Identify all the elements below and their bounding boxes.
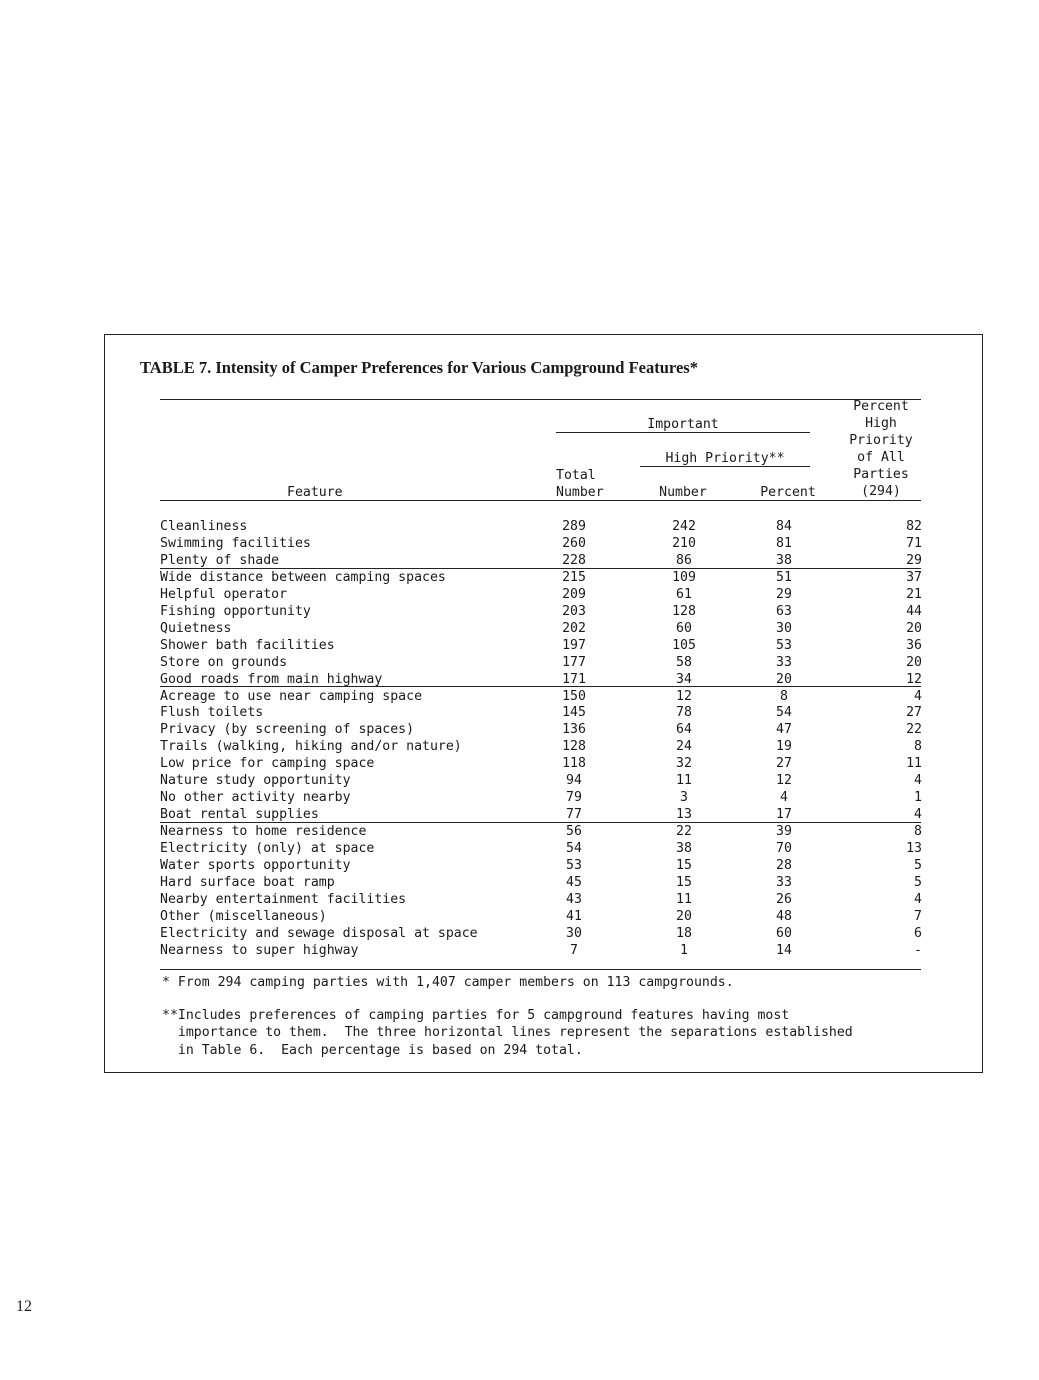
table-row [160, 874, 922, 891]
high-priority-percent-cell: 29 [776, 586, 792, 602]
percent-of-all-parties-cell: 12 [906, 671, 922, 687]
percent-of-all-parties-cell: 6 [914, 925, 922, 941]
total-number-cell: 45 [566, 874, 582, 890]
feature-cell: Shower bath facilities [160, 637, 335, 653]
feature-cell: Quietness [160, 620, 232, 636]
table-row [160, 857, 922, 874]
percent-of-all-parties-cell: 4 [914, 891, 922, 907]
high-priority-percent-cell: 30 [776, 620, 792, 636]
total-number-cell: 128 [562, 739, 586, 755]
table-row [160, 637, 922, 654]
high-priority-percent-cell: 54 [776, 705, 792, 721]
table-row [160, 789, 922, 806]
high-priority-percent-cell: 84 [776, 519, 792, 534]
feature-cell: Good roads from main highway [160, 671, 383, 687]
footnote-double-line-3: in Table 6. Each percentage is based on 294 total. [162, 1043, 583, 1058]
total-number-cell: 54 [566, 841, 582, 857]
header-percent: Percent [760, 485, 816, 500]
high-priority-number-cell: 242 [672, 519, 696, 534]
table-row [160, 671, 922, 688]
high-priority-percent-cell: 27 [776, 756, 792, 772]
header-high-priority: High Priority** [665, 451, 785, 466]
total-number-cell: 150 [562, 688, 586, 704]
percent-of-all-parties-cell: 71 [906, 535, 922, 551]
percent-of-all-parties-cell: 7 [914, 908, 922, 924]
total-number-cell: 228 [562, 552, 586, 568]
percent-of-all-parties-cell: 11 [906, 756, 922, 772]
feature-cell: No other activity nearby [160, 790, 351, 806]
feature-cell: Water sports opportunity [160, 858, 351, 873]
feature-cell: Flush toilets [160, 705, 264, 721]
high-priority-number-cell: 128 [672, 603, 696, 619]
table-row [160, 688, 922, 705]
high-priority-number-cell: 61 [676, 586, 692, 602]
high-priority-number-cell: 210 [672, 535, 696, 551]
high-priority-number-cell: 32 [676, 756, 692, 772]
feature-cell: Nearby entertainment facilities [160, 891, 407, 907]
high-priority-number-cell: 86 [676, 552, 692, 568]
total-number-cell: 260 [562, 535, 586, 551]
feature-cell: Other (miscellaneous) [160, 908, 327, 924]
high-priority-number-cell: 109 [672, 569, 696, 585]
table-row [160, 925, 922, 942]
high-priority-percent-cell: 33 [776, 874, 792, 890]
total-number-cell: 136 [562, 722, 586, 738]
header-hp-line-4: of All [857, 450, 905, 465]
total-number-cell: 56 [566, 824, 582, 840]
feature-cell: Cleanliness [160, 519, 248, 534]
total-number-cell: 7 [570, 942, 578, 958]
high-priority-percent-cell: 4 [780, 790, 788, 806]
high-priority-number-cell: 58 [676, 654, 692, 670]
high-priority-number-cell: 18 [676, 925, 692, 941]
feature-cell: Swimming facilities [160, 535, 311, 551]
percent-of-all-parties-cell: 82 [906, 519, 922, 534]
percent-of-all-parties-cell: 20 [906, 620, 922, 636]
table-row [160, 518, 922, 535]
total-number-cell: 203 [562, 603, 586, 619]
percent-of-all-parties-cell: 20 [906, 654, 922, 670]
total-number-cell: 215 [562, 569, 586, 585]
percent-of-all-parties-cell: 29 [906, 552, 922, 568]
feature-cell: Wide distance between camping spaces [160, 569, 446, 585]
high-priority-number-cell: 11 [676, 891, 692, 907]
percent-of-all-parties-cell: 4 [914, 773, 922, 789]
header-hp-line-3: Priority [849, 433, 913, 448]
high-priority-number-cell: 22 [676, 824, 692, 840]
table-row [160, 569, 922, 586]
feature-cell: Electricity (only) at space [160, 841, 375, 857]
feature-cell: Nature study opportunity [160, 773, 351, 789]
percent-of-all-parties-cell: 27 [906, 705, 922, 721]
high-priority-number-cell: 78 [676, 705, 692, 721]
table-row [160, 772, 922, 789]
feature-cell: Helpful operator [160, 586, 288, 602]
percent-of-all-parties-cell: 37 [906, 569, 922, 585]
total-number-cell: 30 [566, 925, 582, 941]
table-row [160, 586, 922, 603]
table-bottom-rule [160, 969, 921, 970]
percent-of-all-parties-cell: 5 [914, 858, 922, 873]
table-row [160, 908, 922, 925]
table-row [160, 620, 922, 637]
feature-cell: Nearness to super highway [160, 942, 359, 958]
total-number-cell: 171 [562, 671, 586, 687]
header-total: Total [556, 468, 596, 483]
high-priority-number-cell: 13 [676, 807, 692, 823]
high-priority-percent-cell: 38 [776, 552, 792, 568]
high-priority-number-cell: 1 [680, 942, 688, 958]
high-priority-percent-cell: 33 [776, 654, 792, 670]
feature-cell: Nearness to home residence [160, 824, 367, 840]
high-priority-percent-cell: 39 [776, 824, 792, 840]
header-hp-line-2: High [865, 416, 897, 431]
percent-of-all-parties-cell: 4 [914, 807, 922, 823]
table-row [160, 823, 922, 840]
header-hp-line-6: (294) [861, 484, 901, 499]
percent-of-all-parties-cell: 8 [914, 824, 922, 840]
high-priority-percent-cell: 70 [776, 841, 792, 857]
group-separator-3 [160, 822, 921, 823]
total-number-cell: 209 [562, 586, 586, 602]
feature-cell: Store on grounds [160, 654, 288, 670]
footnote-double-line-1: **Includes preferences of camping parties for 5 campground features having most [162, 1008, 790, 1023]
table-row [160, 755, 922, 772]
high-priority-percent-cell: 8 [780, 688, 788, 704]
percent-of-all-parties-cell: 4 [914, 688, 922, 704]
high-priority-number-cell: 38 [676, 841, 692, 857]
high-priority-number-cell: 3 [680, 790, 688, 806]
total-number-cell: 53 [566, 858, 582, 873]
percent-of-all-parties-cell: 36 [906, 637, 922, 653]
high-priority-percent-cell: 12 [776, 773, 792, 789]
total-number-cell: 43 [566, 891, 582, 907]
footnote-double-line-2: importance to them. The three horizontal lines represent the separations established [162, 1025, 853, 1040]
feature-cell: Plenty of shade [160, 552, 280, 568]
high-priority-percent-cell: 81 [776, 535, 792, 551]
table-row [160, 891, 922, 908]
feature-cell: Fishing opportunity [160, 603, 311, 619]
total-number-cell: 197 [562, 637, 586, 653]
table-title: TABLE 7. Intensity of Camper Preferences for Various Campground Features* [140, 358, 698, 377]
percent-of-all-parties-cell: 5 [914, 874, 922, 890]
table-row [160, 552, 922, 569]
percent-of-all-parties-cell: 21 [906, 586, 922, 602]
feature-cell: Trails (walking, hiking and/or nature) [160, 739, 462, 755]
high-priority-percent-cell: 28 [776, 858, 792, 873]
footnote-single: * From 294 camping parties with 1,407 camper members on 113 campgrounds. [162, 975, 734, 990]
high-priority-percent-cell: 14 [776, 942, 792, 958]
high-priority-percent-cell: 60 [776, 925, 792, 941]
high-priority-number-cell: 15 [676, 874, 692, 890]
total-number-cell: 202 [562, 620, 586, 636]
group-separator-1 [160, 568, 921, 569]
high-priority-percent-cell: 17 [776, 807, 792, 823]
feature-cell: Low price for camping space [160, 756, 375, 772]
group-separator-2 [160, 686, 921, 687]
percent-of-all-parties-cell: 44 [906, 603, 922, 619]
high-priority-number-cell: 64 [676, 722, 692, 738]
feature-cell: Privacy (by screening of spaces) [160, 722, 415, 738]
high-priority-percent-cell: 53 [776, 637, 792, 653]
header-hp-line-5: Parties [853, 467, 909, 482]
table-row [160, 942, 922, 959]
high-priority-percent-cell: 26 [776, 891, 792, 907]
table-row [160, 535, 922, 552]
high-priority-number-cell: 15 [676, 858, 692, 873]
total-number-cell: 77 [566, 807, 582, 823]
percent-of-all-parties-cell: - [914, 942, 922, 958]
header-number: Number [659, 485, 707, 500]
high-priority-percent-cell: 47 [776, 722, 792, 738]
table-row [160, 721, 922, 738]
total-number-cell: 118 [562, 756, 586, 772]
feature-cell: Electricity and sewage disposal at space [160, 925, 478, 941]
high-priority-number-cell: 12 [676, 688, 692, 704]
high-priority-percent-cell: 51 [776, 569, 792, 585]
total-number-cell: 289 [562, 519, 586, 534]
table-row [160, 806, 922, 823]
high-priority-percent-cell: 48 [776, 908, 792, 924]
total-number-cell: 41 [566, 908, 582, 924]
table-row [160, 704, 922, 721]
percent-of-all-parties-cell: 13 [906, 841, 922, 857]
total-number-cell: 177 [562, 654, 586, 670]
feature-cell: Acreage to use near camping space [160, 688, 423, 704]
total-number-cell: 145 [562, 705, 586, 721]
header-top-rule [160, 399, 921, 400]
high-priority-number-cell: 20 [676, 908, 692, 924]
percent-of-all-parties-cell: 8 [914, 739, 922, 755]
high-priority-percent-cell: 63 [776, 603, 792, 619]
table-row [160, 654, 922, 671]
high-priority-number-cell: 60 [676, 620, 692, 636]
header-feature: Feature [287, 485, 343, 500]
high-priority-number-cell: 34 [676, 671, 692, 687]
percent-of-all-parties-cell: 22 [906, 722, 922, 738]
high-priority-number-cell: 105 [672, 637, 696, 653]
header-hp-line-1: Percent [853, 399, 909, 414]
feature-cell: Hard surface boat ramp [160, 874, 335, 890]
table-row [160, 738, 922, 755]
high-priority-percent-cell: 19 [776, 739, 792, 755]
high-priority-number-cell: 11 [676, 773, 692, 789]
feature-cell: Boat rental supplies [160, 807, 319, 823]
table-row [160, 840, 922, 857]
high-priority-number-cell: 24 [676, 739, 692, 755]
page-number: 12 [16, 1298, 32, 1315]
header-total-number: Number [556, 485, 604, 500]
high-priority-percent-cell: 20 [776, 671, 792, 687]
total-number-cell: 79 [566, 790, 582, 806]
total-number-cell: 94 [566, 773, 582, 789]
header-important: Important [647, 417, 719, 432]
table-row [160, 603, 922, 620]
percent-of-all-parties-cell: 1 [914, 790, 922, 806]
